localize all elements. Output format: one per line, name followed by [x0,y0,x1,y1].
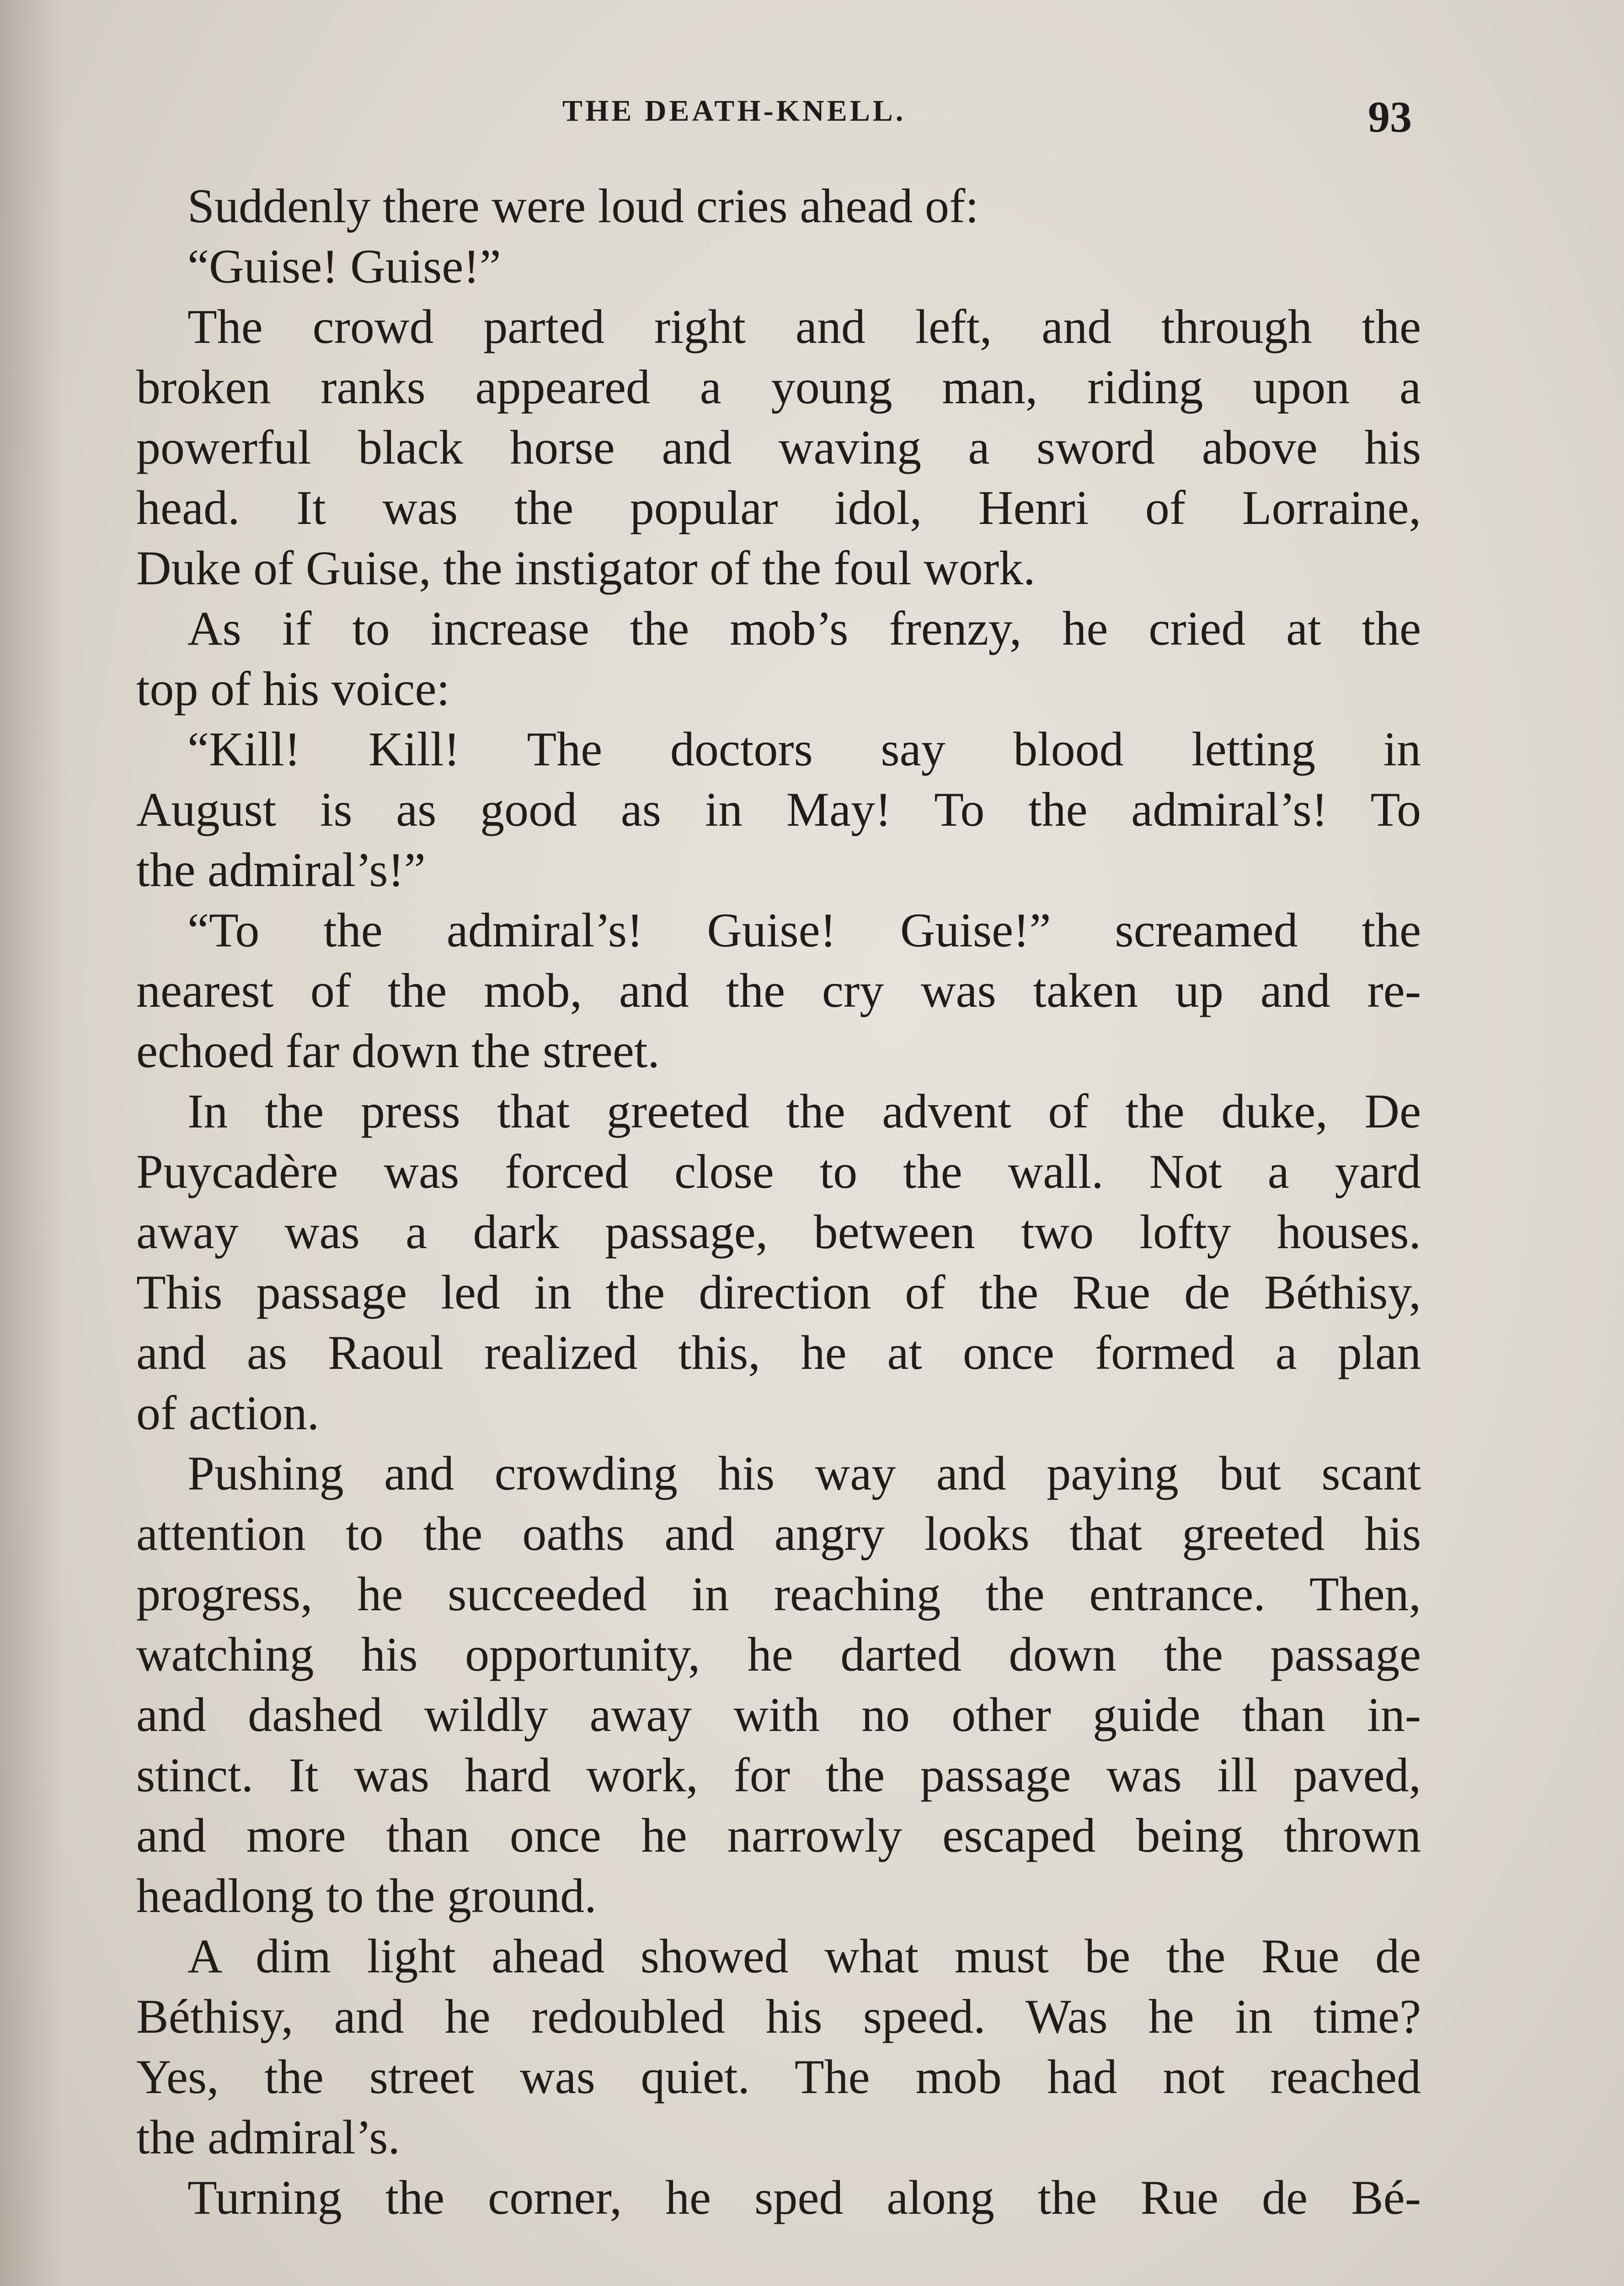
text-line: August is as good as in May! To the admiral’s! To [136,783,1421,836]
text-line: Duke of Guise, the instigator of the foul work. [136,541,1036,595]
text-line: and dashed wildly away with no other guide than in- [136,1688,1421,1741]
gutter-shadow [0,0,64,2286]
text-line: stinct. It was hard work, for the passage was ill paved, [136,1748,1421,1802]
text-line: progress, he succeeded in reaching the entrance. Then, [136,1567,1421,1621]
text-line: the admiral’s!” [136,843,426,897]
text-line: As if to increase the mob’s frenzy, he cried at the [187,602,1421,655]
text-line: echoed far down the street. [136,1024,660,1078]
text-line: and as Raoul realized this, he at once formed a plan [136,1326,1421,1379]
text-line: The crowd parted right and left, and through the [187,300,1421,353]
text-line: of action. [136,1386,320,1440]
text-line: attention to the oaths and angry looks that greeted his [136,1507,1421,1560]
text-line: away was a dark passage, between two lofty houses. [136,1205,1421,1259]
text-line: “To the admiral’s! Guise! Guise!” screamed the [187,903,1421,957]
text-line: Pushing and crowding his way and paying but scant [187,1447,1421,1500]
text-line: the admiral’s. [136,2110,400,2164]
text-line: powerful black horse and waving a sword above his [136,421,1421,474]
text-line: broken ranks appeared a young man, riding upon a [136,360,1421,414]
text-line: watching his opportunity, he darted down the passage [136,1628,1421,1681]
text-line: head. It was the popular idol, Henri of Lorraine, [136,481,1421,534]
text-line: “Kill! Kill! The doctors say blood letting in [187,722,1421,776]
text-line: nearest of the mob, and the cry was taken up and re- [136,964,1421,1017]
body-text [136,176,1421,2228]
text-line: headlong to the ground. [136,1869,597,1923]
text-line: top of his voice: [136,662,450,716]
text-line: In the press that greeted the advent of the duke, De [187,1084,1421,1138]
text-line: Suddenly there were loud cries ahead of: [187,179,979,233]
text-line: Yes, the street was quiet. The mob had not reached [136,2050,1421,2104]
text-line: and more than once he narrowly escaped being thrown [136,1809,1421,1862]
text-line: A dim light ahead showed what must be the Rue de [187,1929,1421,1983]
running-title: THE DEATH-KNELL. [562,94,906,128]
page-number: 93 [1368,92,1412,141]
text-line: This passage led in the direction of the Rue de Béthisy, [136,1266,1421,1319]
text-line: Puycadère was forced close to the wall. Not a yard [136,1145,1421,1198]
text-line: Béthisy, and he redoubled his speed. Was he in time? [136,1990,1421,2043]
text-line: “Guise! Guise!” [187,240,501,293]
text-line: Turning the corner, he sped along the Rue de Bé- [187,2171,1421,2224]
